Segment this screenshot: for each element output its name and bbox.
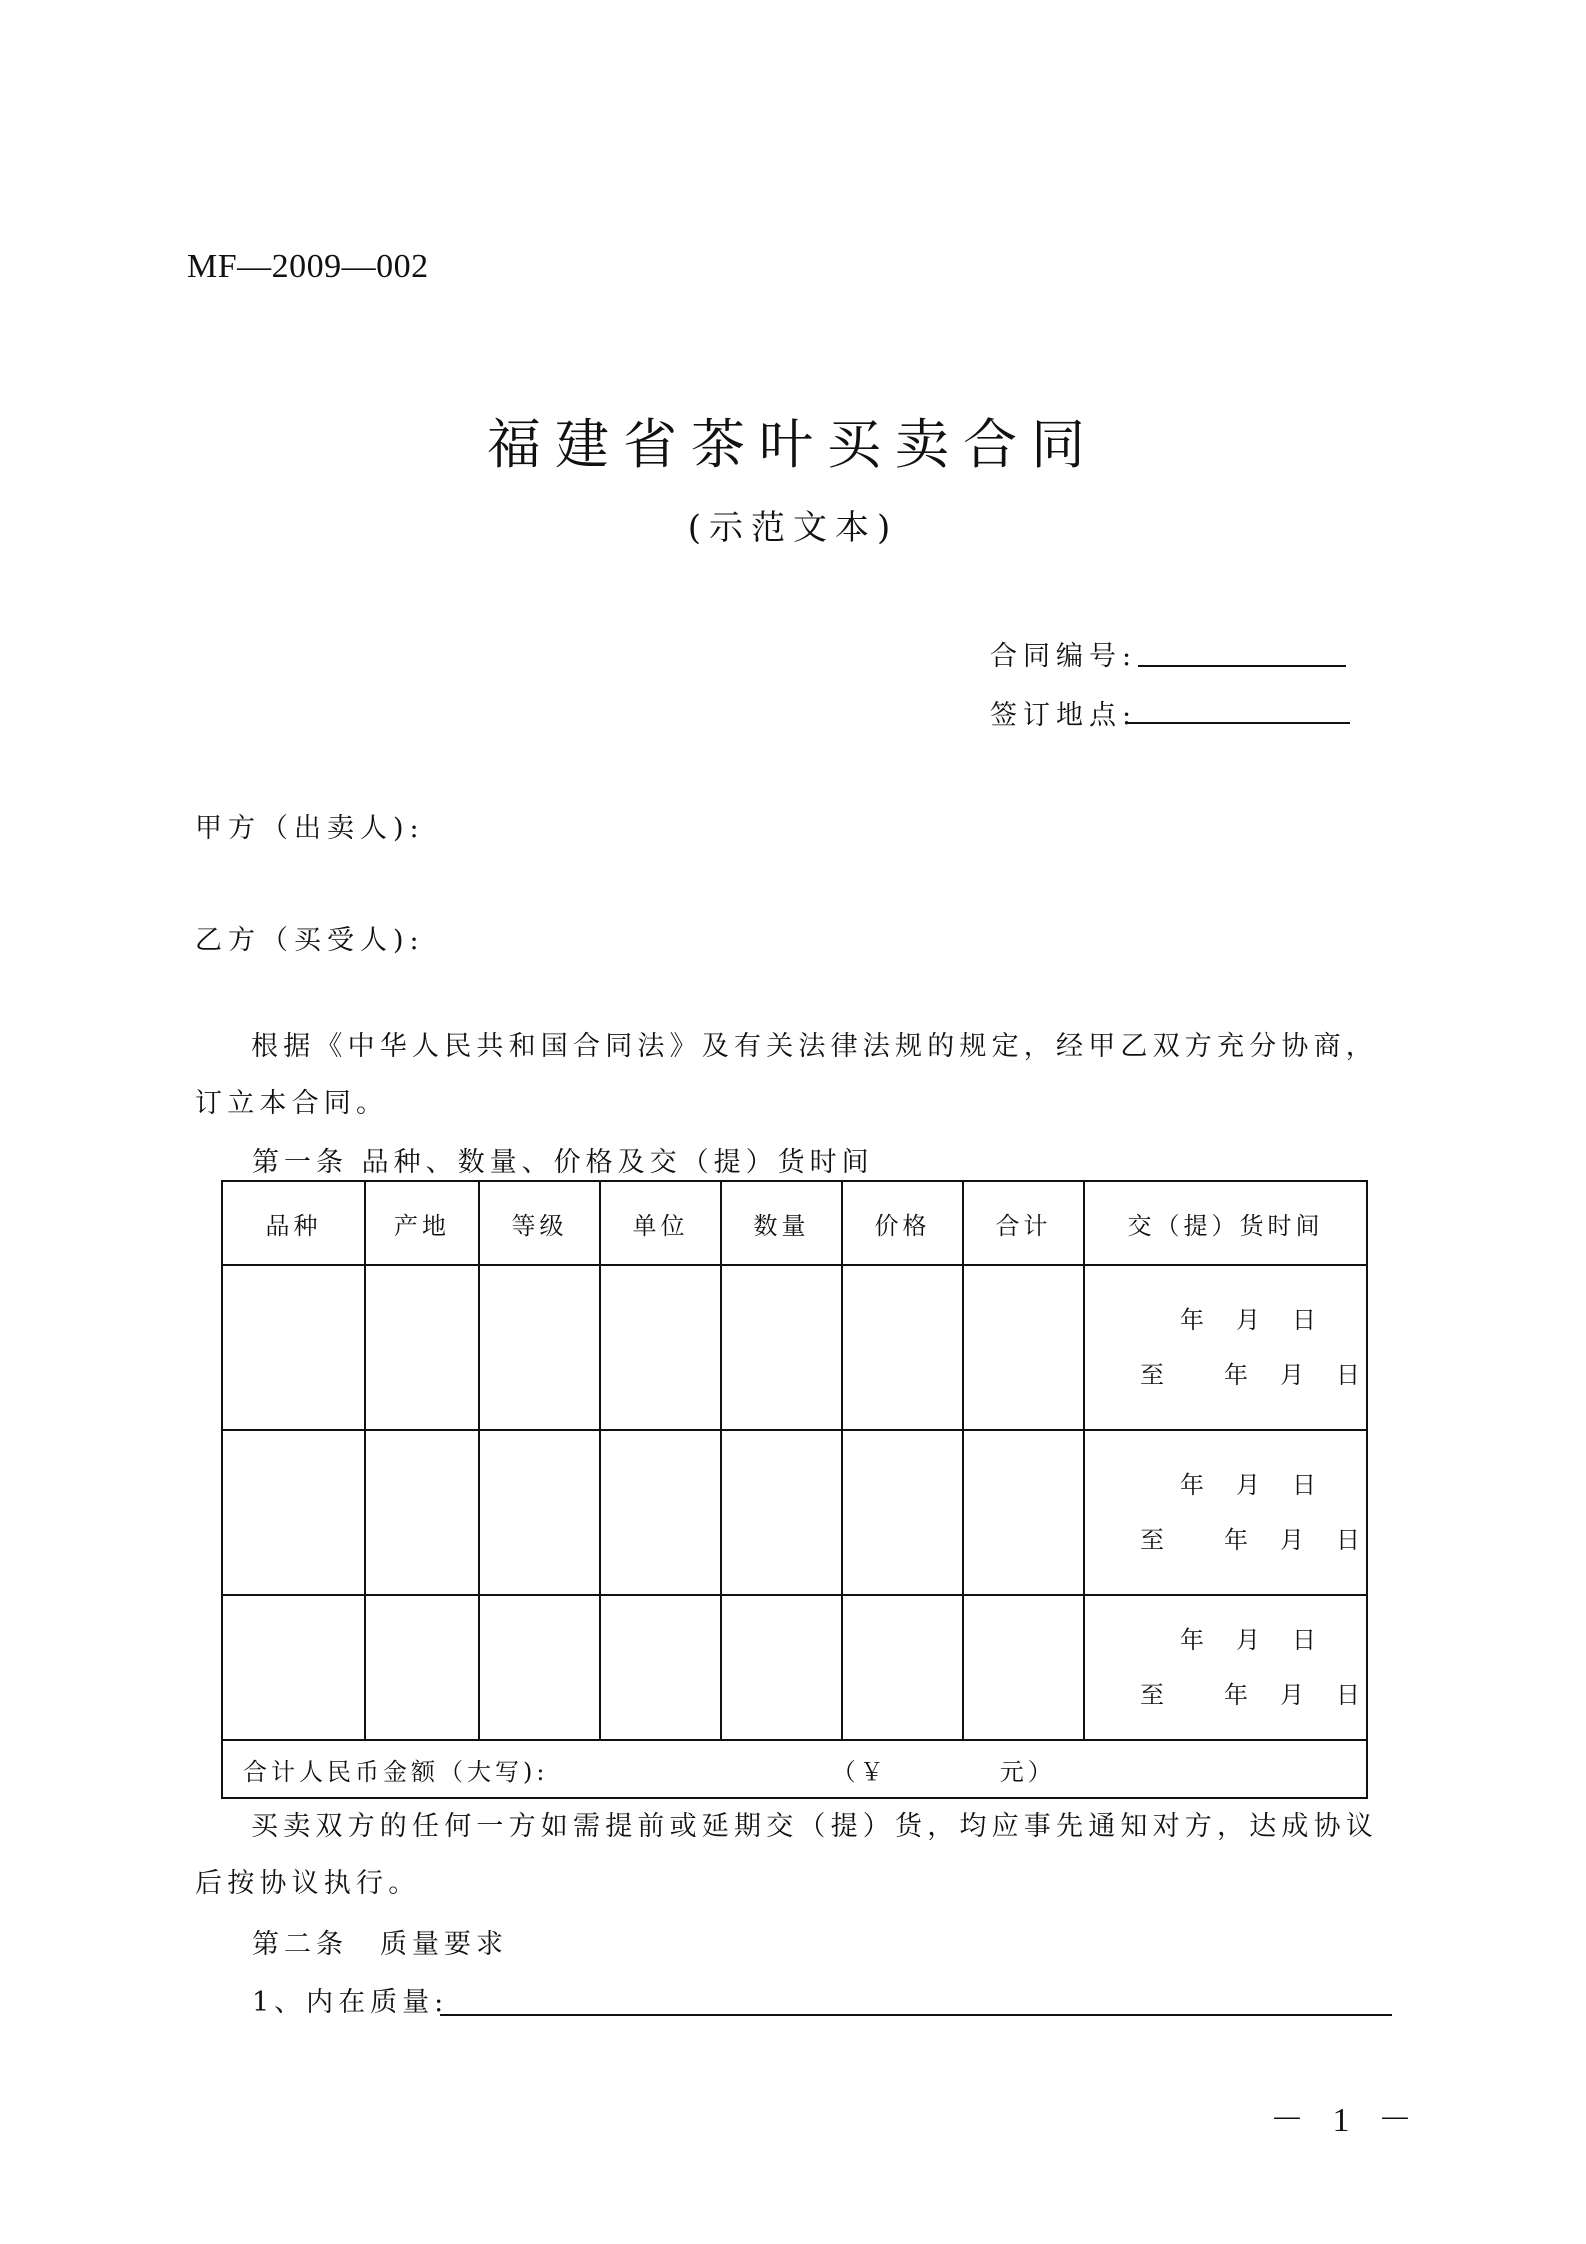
cell-total[interactable]	[963, 1265, 1084, 1430]
header-unit: 单位	[600, 1181, 721, 1265]
header-price: 价格	[842, 1181, 963, 1265]
page-number: － 1 －	[1270, 2102, 1422, 2139]
cell-variety[interactable]	[222, 1595, 365, 1740]
date-from: 年 月 日	[1180, 1470, 1320, 1499]
table-header-row	[222, 1181, 1367, 1265]
header-quantity: 数量	[721, 1181, 842, 1265]
document-title: 福建省茶叶买卖合同	[487, 413, 1099, 476]
cell-variety[interactable]	[222, 1265, 365, 1430]
cell-unit[interactable]	[600, 1430, 721, 1595]
contract-number-label: 合同编号:	[990, 641, 1138, 672]
sign-place-label: 签订地点:	[990, 700, 1138, 731]
cell-quantity[interactable]	[721, 1430, 842, 1595]
party-a-label: 甲方（出卖人):	[195, 813, 425, 844]
cell-grade[interactable]	[479, 1430, 600, 1595]
header-origin: 产地	[365, 1181, 479, 1265]
cell-total[interactable]	[963, 1430, 1084, 1595]
cell-price[interactable]	[842, 1265, 963, 1430]
header-delivery-time: 交（提）货时间	[1084, 1181, 1367, 1265]
header-variety: 品种	[222, 1181, 365, 1265]
cell-price[interactable]	[842, 1430, 963, 1595]
date-to: 至 年 月 日	[1140, 1360, 1364, 1389]
intro-paragraph: 根据《中华人民共和国合同法》及有关法律法规的规定，经甲乙双方充分协商，订立本合同。	[195, 1031, 1378, 1119]
cell-delivery-time[interactable]	[1084, 1265, 1367, 1430]
quality-item-1-label: 1、内在质量:	[252, 1987, 449, 2018]
table-row	[222, 1265, 1367, 1430]
header-total: 合计	[963, 1181, 1084, 1265]
document-code: MF—2009—002	[187, 248, 429, 285]
table-row	[222, 1430, 1367, 1595]
total-amount-currency: （￥ 元）	[831, 1757, 1056, 1786]
cell-unit[interactable]	[600, 1595, 721, 1740]
cell-total[interactable]	[963, 1595, 1084, 1740]
date-from: 年 月 日	[1180, 1305, 1320, 1334]
cell-delivery-time[interactable]	[1084, 1430, 1367, 1595]
cell-origin[interactable]	[365, 1265, 479, 1430]
sign-place-field[interactable]	[1128, 722, 1350, 724]
total-amount-label: 合计人民币金额（大写):	[243, 1757, 549, 1786]
clause1-note: 买卖双方的任何一方如需提前或延期交（提）货，均应事先通知对方，达成协议后按协议执行。	[195, 1811, 1378, 1899]
goods-table	[221, 1180, 1368, 1799]
cell-grade[interactable]	[479, 1595, 600, 1740]
contract-number-field[interactable]	[1138, 665, 1346, 667]
document-subtitle: (示范文本)	[687, 508, 899, 548]
cell-origin[interactable]	[365, 1430, 479, 1595]
cell-quantity[interactable]	[721, 1265, 842, 1430]
total-amount-row	[222, 1740, 1367, 1798]
total-amount-cell[interactable]	[222, 1740, 1367, 1798]
cell-delivery-time[interactable]	[1084, 1595, 1367, 1740]
cell-origin[interactable]	[365, 1595, 479, 1740]
cell-grade[interactable]	[479, 1265, 600, 1430]
party-b-label: 乙方（买受人):	[195, 925, 425, 956]
cell-quantity[interactable]	[721, 1595, 842, 1740]
clause1-title: 第一条 品种、数量、价格及交（提）货时间	[252, 1147, 874, 1178]
clause2-title: 第二条 质量要求	[252, 1929, 508, 1960]
header-grade: 等级	[479, 1181, 600, 1265]
cell-unit[interactable]	[600, 1265, 721, 1430]
cell-variety[interactable]	[222, 1430, 365, 1595]
date-from: 年 月 日	[1180, 1625, 1320, 1654]
table-row	[222, 1595, 1367, 1740]
cell-price[interactable]	[842, 1595, 963, 1740]
date-to: 至 年 月 日	[1140, 1525, 1364, 1554]
quality-item-1-field[interactable]	[440, 2014, 1392, 2016]
date-to: 至 年 月 日	[1140, 1680, 1364, 1709]
